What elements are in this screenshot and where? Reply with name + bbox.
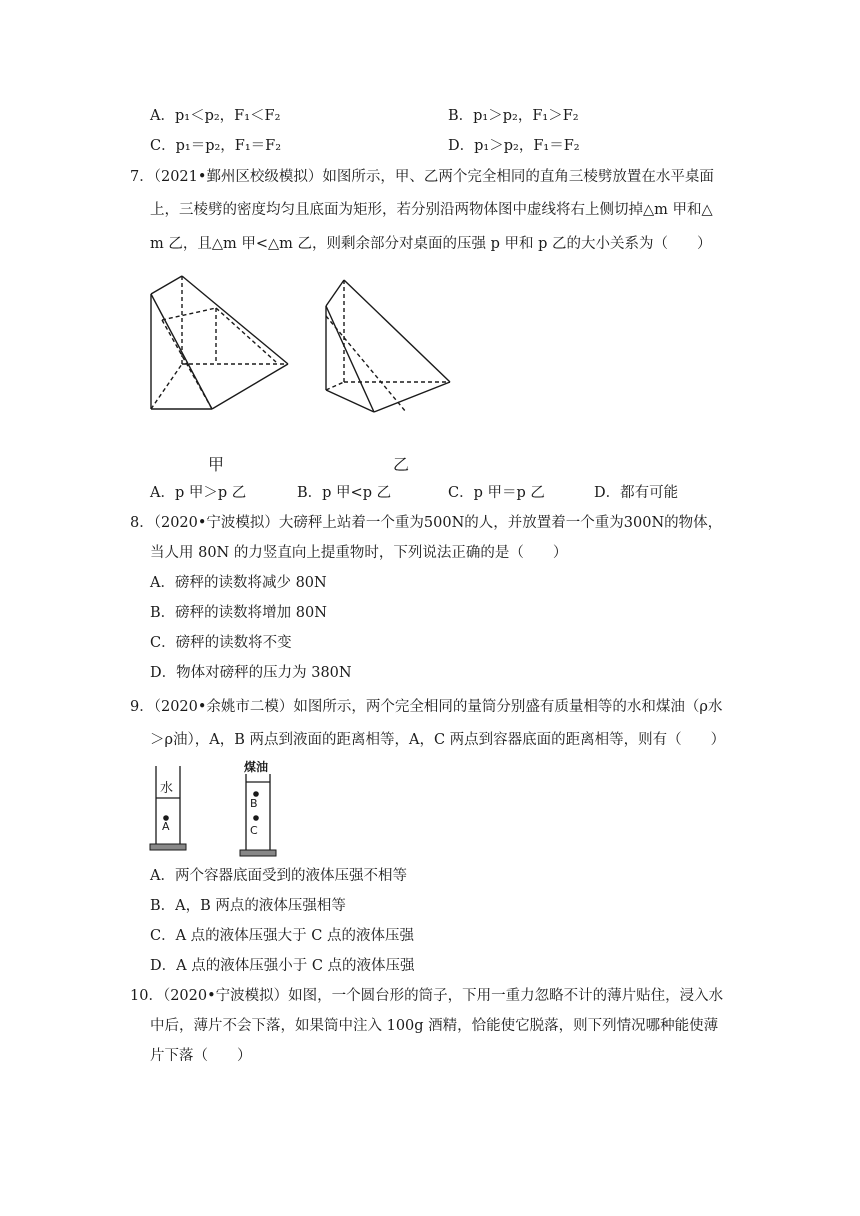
q8-option-b: B．磅秤的读数将增加 80N	[150, 605, 327, 621]
q7-figure-label-yi: 乙	[393, 455, 410, 474]
q7-option-c: C．p 甲＝p 乙	[448, 485, 545, 501]
q10-stem-line1: 10．（2020•宁波模拟）如图，一个圆台形的筒子，下用一重力忽略不计的薄片贴住，浸入水	[130, 988, 724, 1004]
q9-point-a: A	[162, 820, 170, 833]
q9-option-c: C．A 点的液体压强大于 C 点的液体压强	[150, 928, 414, 944]
q9-stem-line1: 9．（2020•余姚市二模）如图所示，两个完全相同的量筒分别盛有质量相等的水和煤油（ρ水	[130, 699, 723, 715]
q7-option-d: D．都有可能	[594, 485, 679, 501]
q9-point-c: C	[250, 824, 258, 837]
q9-option-a: A．两个容器底面受到的液体压强不相等	[150, 868, 407, 884]
q10-stem-line3: 片下落（ ）	[150, 1048, 252, 1064]
q8-stem-line1: 8．（2020•宁波模拟）大磅秤上站着一个重为500N的人，并放置着一个重为300N的物体，	[130, 515, 723, 531]
q6-option-b: B．p₁＞p₂，F₁＞F₂	[448, 108, 579, 124]
q9-label-oil: 煤油	[244, 760, 269, 774]
q8-stem-line2: 当人用 80N 的力竖直向上提重物时，下列说法正确的是（ ）	[150, 545, 568, 561]
q6-option-d: D．p₁＞p₂，F₁＝F₂	[448, 138, 580, 154]
q9-option-d: D．A 点的液体压强小于 C 点的液体压强	[150, 958, 415, 974]
q10-stem-line2: 中后，薄片不会下落，如果筒中注入 100g 酒精，恰能使它脱落，则下列情况哪种能使薄	[150, 1018, 719, 1034]
q7-stem-line1: 7．（2021•鄞州区校级模拟）如图所示，甲、乙两个完全相同的直角三棱劈放置在水平桌面	[130, 169, 714, 185]
q7-figure-label-jia: 甲	[208, 455, 225, 474]
q8-option-c: C．磅秤的读数将不变	[150, 635, 292, 651]
q9-stem-line2: ＞ρ油），A，B 两点到液面的距离相等，A，C 两点到容器底面的距离相等，则有（ ）	[150, 732, 726, 748]
q9-point-b: B	[250, 797, 258, 810]
q7-option-b: B．p 甲<p 乙	[297, 485, 392, 501]
q7-stem-line3: m 乙，且△m 甲<△m 乙，则剩余部分对桌面的压强 p 甲和 p 乙的大小关系为（ ）	[150, 236, 712, 252]
q8-option-d: D．物体对磅秤的压力为 380N	[150, 665, 352, 681]
q9-label-water: 水	[160, 781, 174, 796]
q8-option-a: A．磅秤的读数将减少 80N	[150, 575, 327, 591]
q6-option-c: C．p₁＝p₂，F₁＝F₂	[150, 138, 282, 154]
q7-stem-line2: 上，三棱劈的密度均匀且底面为矩形，若分别沿两物体图中虚线将右上侧切掉△m 甲和△	[150, 202, 713, 218]
q7-option-a: A．p 甲＞p 乙	[150, 485, 247, 501]
q7-wedge-figure	[140, 272, 490, 452]
q9-option-b: B．A，B 两点的液体压强相等	[150, 898, 346, 914]
q6-option-a: A．p₁＜p₂，F₁＜F₂	[150, 108, 281, 124]
